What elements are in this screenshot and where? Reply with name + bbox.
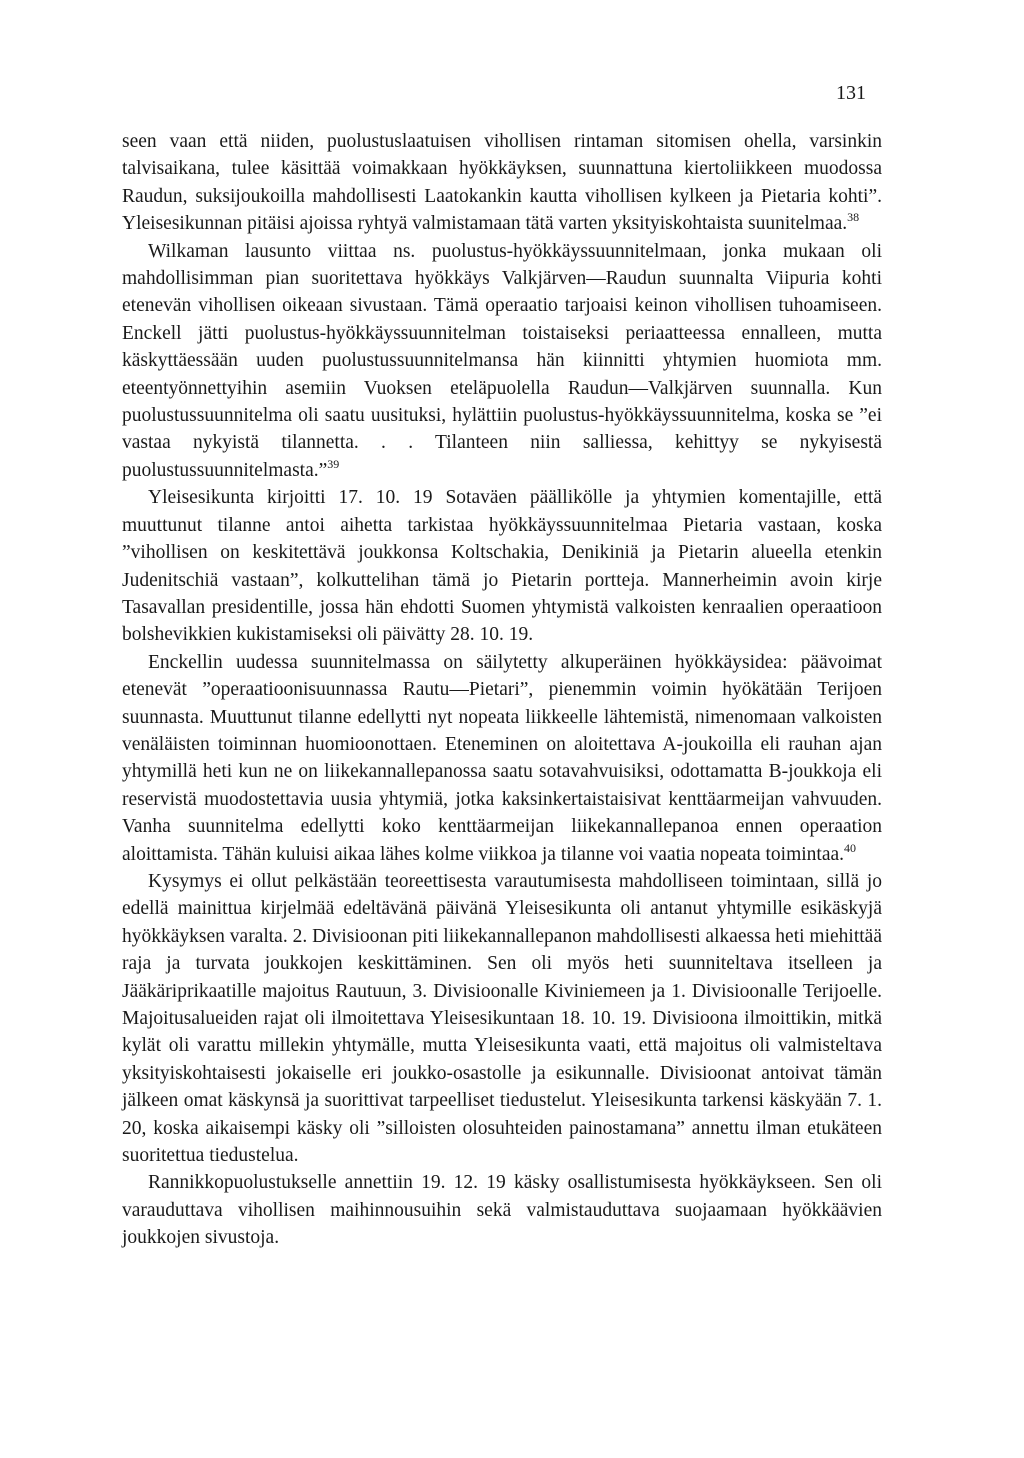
paragraph-5 xyxy=(122,868,882,1169)
paragraph-3-text: Yleisesikunta kirjoitti 17. 10. 19 Sotaväen päällikölle ja yhtymien komentajille, että muuttunut tilanne antoi aihetta tarkistaa hyökkäyssuunnitelmaa Pietaria vastaan, koska ”vihollisen on keskitettävä joukkonsa Koltschakia, Denikiniä ja Pietarin alueella etenkin Judenitschiä vastaan”, kolkuttelihan tämä jo Pietarin portteja. Mannerheimin avoin kirje Tasavallan presidentille, jossa hän ehdotti Suomen yhtymistä valkoisten kenraalien operaatioon bolshevikkien kukistamiseksi oli päivätty 28. 10. 19. xyxy=(122,487,882,646)
paragraph-2 xyxy=(122,238,882,485)
paragraph-6-text: Rannikkopuolustukselle annettiin 19. 12. 19 käsky osallistumisesta hyökkäykseen. Sen oli varauduttava vihollisen maihinnousuihin sekä valmistauduttava suojaamaan hyökkäävien joukkojen sivustoja. xyxy=(122,1172,882,1249)
paragraph-5-text: Kysymys ei ollut pelkästään teoreettisesta varautumisesta mahdolliseen toimintaan, sillä jo edellä mainittua kirjelmää edeltävänä päivänä Yleisesikunta oli antanut yhtymille esikäskyjä hyökkäyksen varalta. 2. Divisioonan piti liikekannallepanon mahdollisesti alkaessa heti miehittää raja ja turvata joukkojen keskittäminen. Sen oli myös heti suunniteltava itselleen ja Jääkäriprikaatille majoitus Rautuun, 3. Divisioonalle Kiviniemeen ja 1. Divisioonalle Terijoelle. Majoitusalueiden rajat oli ilmoitettava Yleisesikuntaan 18. 10. 19. Divisioona ilmoittikin, mitkä kylät oli varattu millekin yhtymälle, mutta Yleisesikunta vaati, että majoitus oli valmisteltava yksityiskohtaisesti jokaiselle eri joukko-osastolle ja esikunnalle. Divisioonat antoivat tämän jälkeen omat käskynsä ja suorittivat tarpeelliset tiedustelut. Yleisesikunta tarkensi käskyään 7. 1. 20, koska aikaisempi käsky oli ”silloisten olosuhteiden painostamana” annettu ilman etukäteen suoritettua tiedustelua. xyxy=(122,870,882,1167)
paragraph-6 xyxy=(122,1169,882,1251)
footnote-ref-40: 40 xyxy=(844,840,857,855)
body-text xyxy=(122,128,882,1252)
page-number: 131 xyxy=(836,82,866,104)
paragraph-1 xyxy=(122,128,882,238)
paragraph-1-text: seen vaan että niiden, puolustuslaatuisen vihollisen rintaman sitomisen ohella, varsinkin talvisaikana, tulee käsittää voimakkaan hyökkäyksen, suunnattuna kiertoliikkeen muodossa Raudun, suksijoukoilla mahdollisesti Laatokankin kautta vihollisen kylkeen ja Pietaria kohti”. Yleisesikunnan pitäisi ajoissa ryhtyä valmistamaan tätä varten yksityiskohtaista suunitelmaa. xyxy=(122,131,882,235)
paragraph-3 xyxy=(122,484,882,648)
paragraph-4-text: Enckellin uudessa suunnitelmassa on säilytetty alkuperäinen hyökkäysidea: päävoimat etenevät ”operaatioonisuunnassa Rautu—Pietari”, pienemmin voimin hyökätään Terijoen suunnasta. Muuttunut tilanne edellytti nyt nopeata liikkeelle lähtemistä, nimenomaan valkoisten venäläisten toiminnan huomioonottaen. Eteneminen on aloitettava A-joukoilla eli rauhan ajan yhtymillä heti kun ne on liikekannallepanossa saatu sotavahvuisiksi, odottamatta B-joukkoja eli reservistä muodostettavia uusia yhtymiä, jotka kaksinkertaistaisivat kenttäarmeijan vahvuuden. Vanha suunnitelma edellytti koko kenttäarmeijan liikekannallepanoa ennen operaation aloittamista. Tähän kuluisi aikaa lähes kolme viikkoa ja tilanne voi vaatia nopeata toimintaa. xyxy=(122,651,882,865)
paragraph-4 xyxy=(122,649,882,868)
paragraph-2-text: Wilkaman lausunto viittaa ns. puolustus-hyökkäyssuunnitelmaan, jonka mukaan oli mahdollisimman pian suoritettava hyökkäys Valkjärven—Raudun suunnalta Viipuria kohti etenevän vihollisen oikeaan sivustaan. Tämä operaatio tarjoaisi keinon vihollisen tuhoamiseen. Enckell jätti puolustus-hyökkäyssuunnitelman toistaiseksi periaatteessa ennalleen, mutta käskyttäessään uuden puolustussuunnitelmansa hän kiinnitti yhtymien huomiota mm. eteentyönnettyihin asemiin Vuoksen eteläpuolella Raudun—Valkjärven suunnalla. Kun puolustussuunnitelma oli saatu uusituksi, hylättiin puolustus-hyökkäyssuunnitelma, koska se ”ei vastaa nykyistä tilannetta. . . Tilanteen niin salliessa, kehittyy se nykyisestä puolustussuunnitelmasta.” xyxy=(122,240,882,481)
footnote-ref-38: 38 xyxy=(847,210,860,225)
footnote-ref-39: 39 xyxy=(327,456,340,471)
